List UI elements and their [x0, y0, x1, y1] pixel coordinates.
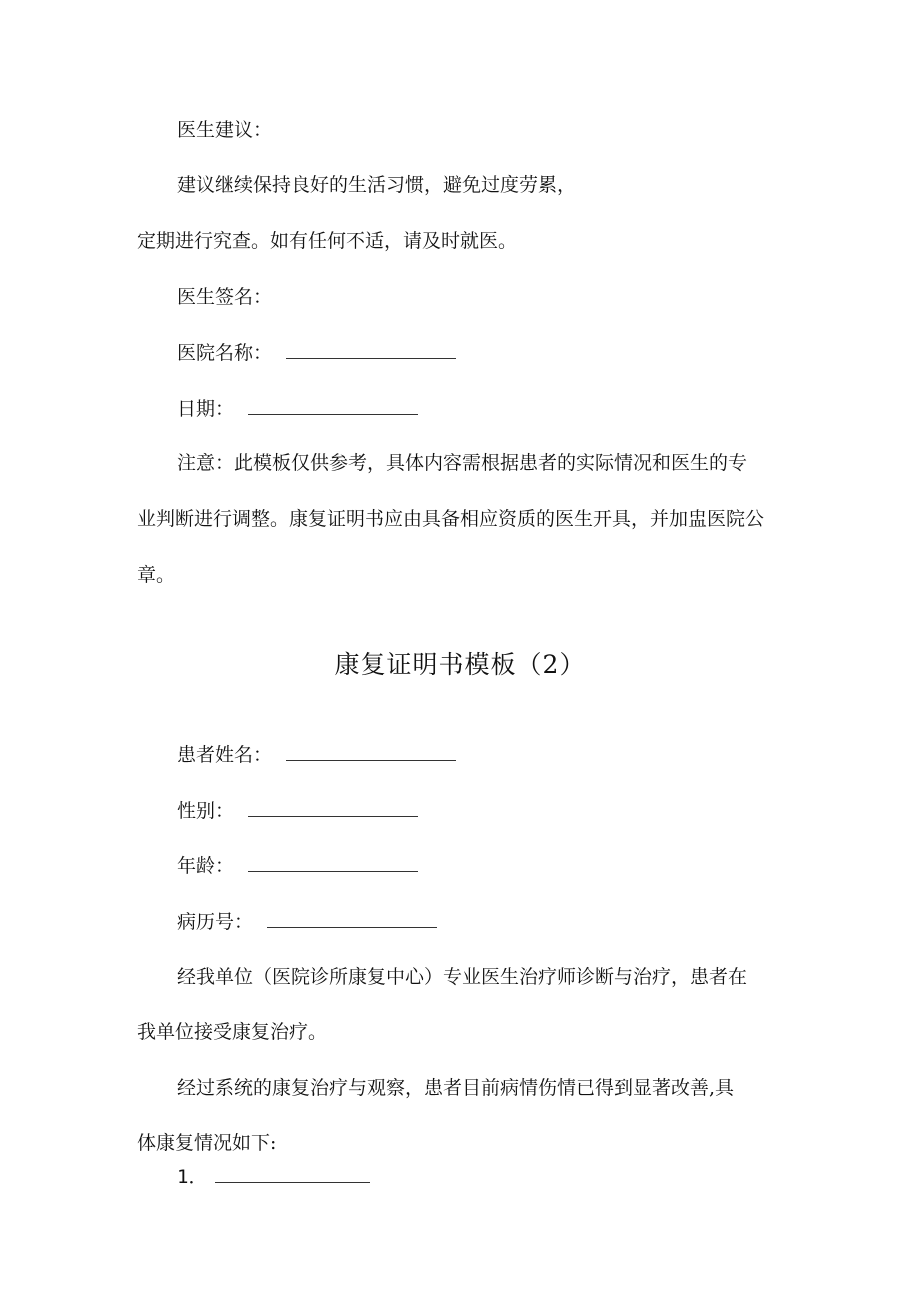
gender-label: 性别：: [177, 800, 235, 822]
age-label: 年龄：: [177, 855, 235, 877]
patient-name-field: [177, 742, 456, 767]
age-field: [177, 853, 418, 878]
patient-name-blank: [286, 742, 456, 761]
recovery-para-line2: 体康复情况如下:: [137, 1132, 277, 1154]
date-blank: [248, 396, 418, 415]
advice-label: 医生建议：: [177, 119, 273, 141]
advice-text-line1: 建议继续保持良好的生活习惯，避免过度劳累，: [177, 174, 577, 196]
treatment-para-line2: 我单位接受康复治疗。: [137, 1021, 328, 1043]
gender-field: [177, 798, 418, 823]
section-title: 康复证明书模板（2）: [334, 650, 586, 679]
hospital-name-field: [177, 340, 456, 365]
date-field: [177, 396, 418, 421]
medical-record-field: [177, 909, 437, 934]
note-line2: 业判断进行调整。康复证明书应由具备相应资质的医生开具，并加盅医院公: [137, 508, 765, 530]
note-line3: 章。: [137, 564, 176, 586]
doctor-signature-label: 医生签名：: [177, 286, 273, 308]
recovery-para-line1: 经过系统的康复治疗与观察，患者目前病情伤情已得到显著改善,具: [177, 1077, 735, 1099]
note-line1: 注意：此模板仅供参考，具体内容需根据患者的实际情况和医生的专: [177, 452, 748, 474]
item-1-blank: [215, 1164, 370, 1183]
treatment-para-line1: 经我单位（医院诊所康复中心）专业医生治疗师诊断与治疗，患者在: [177, 966, 748, 988]
date-label: 日期：: [177, 398, 235, 420]
hospital-name-label: 医院名称：: [177, 342, 273, 364]
gender-blank: [248, 798, 418, 817]
recovery-item-1: [177, 1164, 370, 1189]
advice-text-line2: 定期进行究查。如有任何不适，请及时就医。: [137, 230, 518, 252]
patient-name-label: 患者姓名：: [177, 744, 273, 766]
medical-record-label: 病历号：: [177, 911, 254, 933]
medical-record-blank: [267, 909, 437, 928]
item-number: 1．: [177, 1166, 208, 1188]
hospital-name-blank: [286, 340, 456, 359]
age-blank: [248, 853, 418, 872]
